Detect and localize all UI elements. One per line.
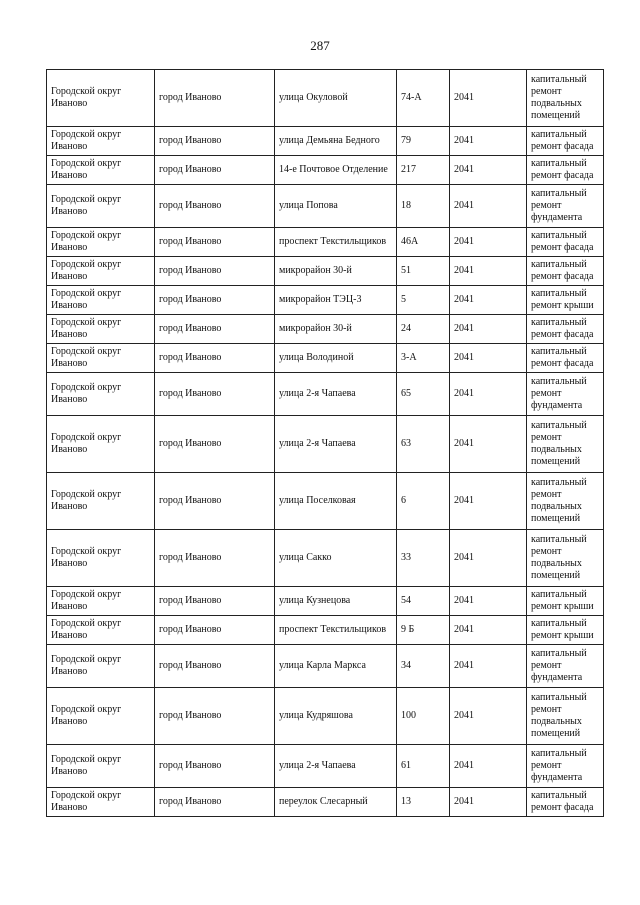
house-number-cell: 13 (397, 788, 450, 817)
okrug-cell: Городской округ Иваново (47, 127, 155, 156)
year-cell: 2041 (450, 373, 527, 416)
year-cell: 2041 (450, 257, 527, 286)
table-row (47, 587, 604, 616)
house-number-cell: 65 (397, 373, 450, 416)
table-row (47, 530, 604, 587)
city-cell: город Иваново (155, 788, 275, 817)
house-number-cell: 61 (397, 745, 450, 788)
table-row (47, 745, 604, 788)
city-cell: город Иваново (155, 70, 275, 127)
year-cell: 2041 (450, 688, 527, 745)
table-row (47, 70, 604, 127)
table-row (47, 228, 604, 257)
city-cell: город Иваново (155, 315, 275, 344)
street-cell: микрорайон ТЭЦ-3 (275, 286, 397, 315)
okrug-cell: Городской округ Иваново (47, 257, 155, 286)
year-cell: 2041 (450, 156, 527, 185)
street-cell: улица 2-я Чапаева (275, 373, 397, 416)
okrug-cell: Городской округ Иваново (47, 228, 155, 257)
street-cell: микрорайон 30-й (275, 257, 397, 286)
house-number-cell: 9 Б (397, 616, 450, 645)
okrug-cell: Городской округ Иваново (47, 373, 155, 416)
okrug-cell: Городской округ Иваново (47, 185, 155, 228)
table-row (47, 156, 604, 185)
table-row (47, 416, 604, 473)
street-cell: улица Поселковая (275, 473, 397, 530)
street-cell: улица Окуловой (275, 70, 397, 127)
year-cell: 2041 (450, 70, 527, 127)
city-cell: город Иваново (155, 373, 275, 416)
year-cell: 2041 (450, 616, 527, 645)
okrug-cell: Городской округ Иваново (47, 688, 155, 745)
table-row (47, 315, 604, 344)
city-cell: город Иваново (155, 530, 275, 587)
year-cell: 2041 (450, 286, 527, 315)
page-number: 287 (310, 38, 330, 53)
city-cell: город Иваново (155, 645, 275, 688)
work-type-cell: капитальный ремонт фундамента (527, 185, 604, 228)
street-cell: улица Карла Маркса (275, 645, 397, 688)
year-cell: 2041 (450, 530, 527, 587)
work-type-cell: капитальный ремонт крыши (527, 616, 604, 645)
house-number-cell: 217 (397, 156, 450, 185)
year-cell: 2041 (450, 315, 527, 344)
house-number-cell: 34 (397, 645, 450, 688)
city-cell: город Иваново (155, 416, 275, 473)
year-cell: 2041 (450, 228, 527, 257)
work-type-cell: капитальный ремонт фундамента (527, 373, 604, 416)
okrug-cell: Городской округ Иваново (47, 745, 155, 788)
house-number-cell: 51 (397, 257, 450, 286)
okrug-cell: Городской округ Иваново (47, 616, 155, 645)
work-type-cell: капитальный ремонт подвальных помещений (527, 530, 604, 587)
year-cell: 2041 (450, 587, 527, 616)
city-cell: город Иваново (155, 156, 275, 185)
work-type-cell: капитальный ремонт крыши (527, 286, 604, 315)
okrug-cell: Городской округ Иваново (47, 587, 155, 616)
table-row (47, 185, 604, 228)
okrug-cell: Городской округ Иваново (47, 645, 155, 688)
work-type-cell: капитальный ремонт подвальных помещений (527, 416, 604, 473)
table-row (47, 373, 604, 416)
street-cell: микрорайон 30-й (275, 315, 397, 344)
year-cell: 2041 (450, 344, 527, 373)
okrug-cell: Городской округ Иваново (47, 473, 155, 530)
year-cell: 2041 (450, 645, 527, 688)
okrug-cell: Городской округ Иваново (47, 70, 155, 127)
house-number-cell: 54 (397, 587, 450, 616)
work-type-cell: капитальный ремонт фасада (527, 344, 604, 373)
street-cell: улица Володиной (275, 344, 397, 373)
house-number-cell: 24 (397, 315, 450, 344)
city-cell: город Иваново (155, 344, 275, 373)
work-type-cell: капитальный ремонт фундамента (527, 645, 604, 688)
street-cell: улица Кузнецова (275, 587, 397, 616)
okrug-cell: Городской округ Иваново (47, 788, 155, 817)
city-cell: город Иваново (155, 473, 275, 530)
work-type-cell: капитальный ремонт фасада (527, 788, 604, 817)
house-number-cell: 6 (397, 473, 450, 530)
work-type-cell: капитальный ремонт подвальных помещений (527, 473, 604, 530)
city-cell: город Иваново (155, 587, 275, 616)
street-cell: улица Сакко (275, 530, 397, 587)
street-cell: проспект Текстильщиков (275, 616, 397, 645)
okrug-cell: Городской округ Иваново (47, 530, 155, 587)
house-number-cell: 74-А (397, 70, 450, 127)
house-number-cell: 46А (397, 228, 450, 257)
work-type-cell: капитальный ремонт подвальных помещений (527, 70, 604, 127)
table-row (47, 688, 604, 745)
house-number-cell: 5 (397, 286, 450, 315)
city-cell: город Иваново (155, 688, 275, 745)
city-cell: город Иваново (155, 616, 275, 645)
work-type-cell: капитальный ремонт фасада (527, 228, 604, 257)
house-number-cell: 33 (397, 530, 450, 587)
year-cell: 2041 (450, 185, 527, 228)
table-row (47, 616, 604, 645)
city-cell: город Иваново (155, 228, 275, 257)
house-number-cell: 3-А (397, 344, 450, 373)
table-row (47, 127, 604, 156)
table-row (47, 344, 604, 373)
street-cell: улица Демьяна Бедного (275, 127, 397, 156)
city-cell: город Иваново (155, 185, 275, 228)
okrug-cell: Городской округ Иваново (47, 286, 155, 315)
okrug-cell: Городской округ Иваново (47, 416, 155, 473)
city-cell: город Иваново (155, 257, 275, 286)
table-row (47, 788, 604, 817)
year-cell: 2041 (450, 788, 527, 817)
work-type-cell: капитальный ремонт крыши (527, 587, 604, 616)
table-row (47, 257, 604, 286)
work-type-cell: капитальный ремонт фундамента (527, 745, 604, 788)
table-row (47, 286, 604, 315)
okrug-cell: Городской округ Иваново (47, 156, 155, 185)
city-cell: город Иваново (155, 745, 275, 788)
city-cell: город Иваново (155, 127, 275, 156)
house-number-cell: 79 (397, 127, 450, 156)
work-type-cell: капитальный ремонт подвальных помещений (527, 688, 604, 745)
street-cell: улица 2-я Чапаева (275, 416, 397, 473)
work-type-cell: капитальный ремонт фасада (527, 257, 604, 286)
street-cell: 14-е Почтовое Отделение (275, 156, 397, 185)
house-number-cell: 18 (397, 185, 450, 228)
year-cell: 2041 (450, 745, 527, 788)
work-type-cell: капитальный ремонт фасада (527, 156, 604, 185)
street-cell: проспект Текстильщиков (275, 228, 397, 257)
street-cell: улица 2-я Чапаева (275, 745, 397, 788)
street-cell: переулок Слесарный (275, 788, 397, 817)
table-body (47, 70, 604, 817)
year-cell: 2041 (450, 127, 527, 156)
house-number-cell: 100 (397, 688, 450, 745)
okrug-cell: Городской округ Иваново (47, 315, 155, 344)
street-cell: улица Кудряшова (275, 688, 397, 745)
house-number-cell: 63 (397, 416, 450, 473)
work-type-cell: капитальный ремонт фасада (527, 127, 604, 156)
year-cell: 2041 (450, 473, 527, 530)
city-cell: город Иваново (155, 286, 275, 315)
work-type-cell: капитальный ремонт фасада (527, 315, 604, 344)
repair-schedule-table (46, 69, 604, 817)
year-cell: 2041 (450, 416, 527, 473)
table-row (47, 473, 604, 530)
street-cell: улица Попова (275, 185, 397, 228)
okrug-cell: Городской округ Иваново (47, 344, 155, 373)
table-row (47, 645, 604, 688)
